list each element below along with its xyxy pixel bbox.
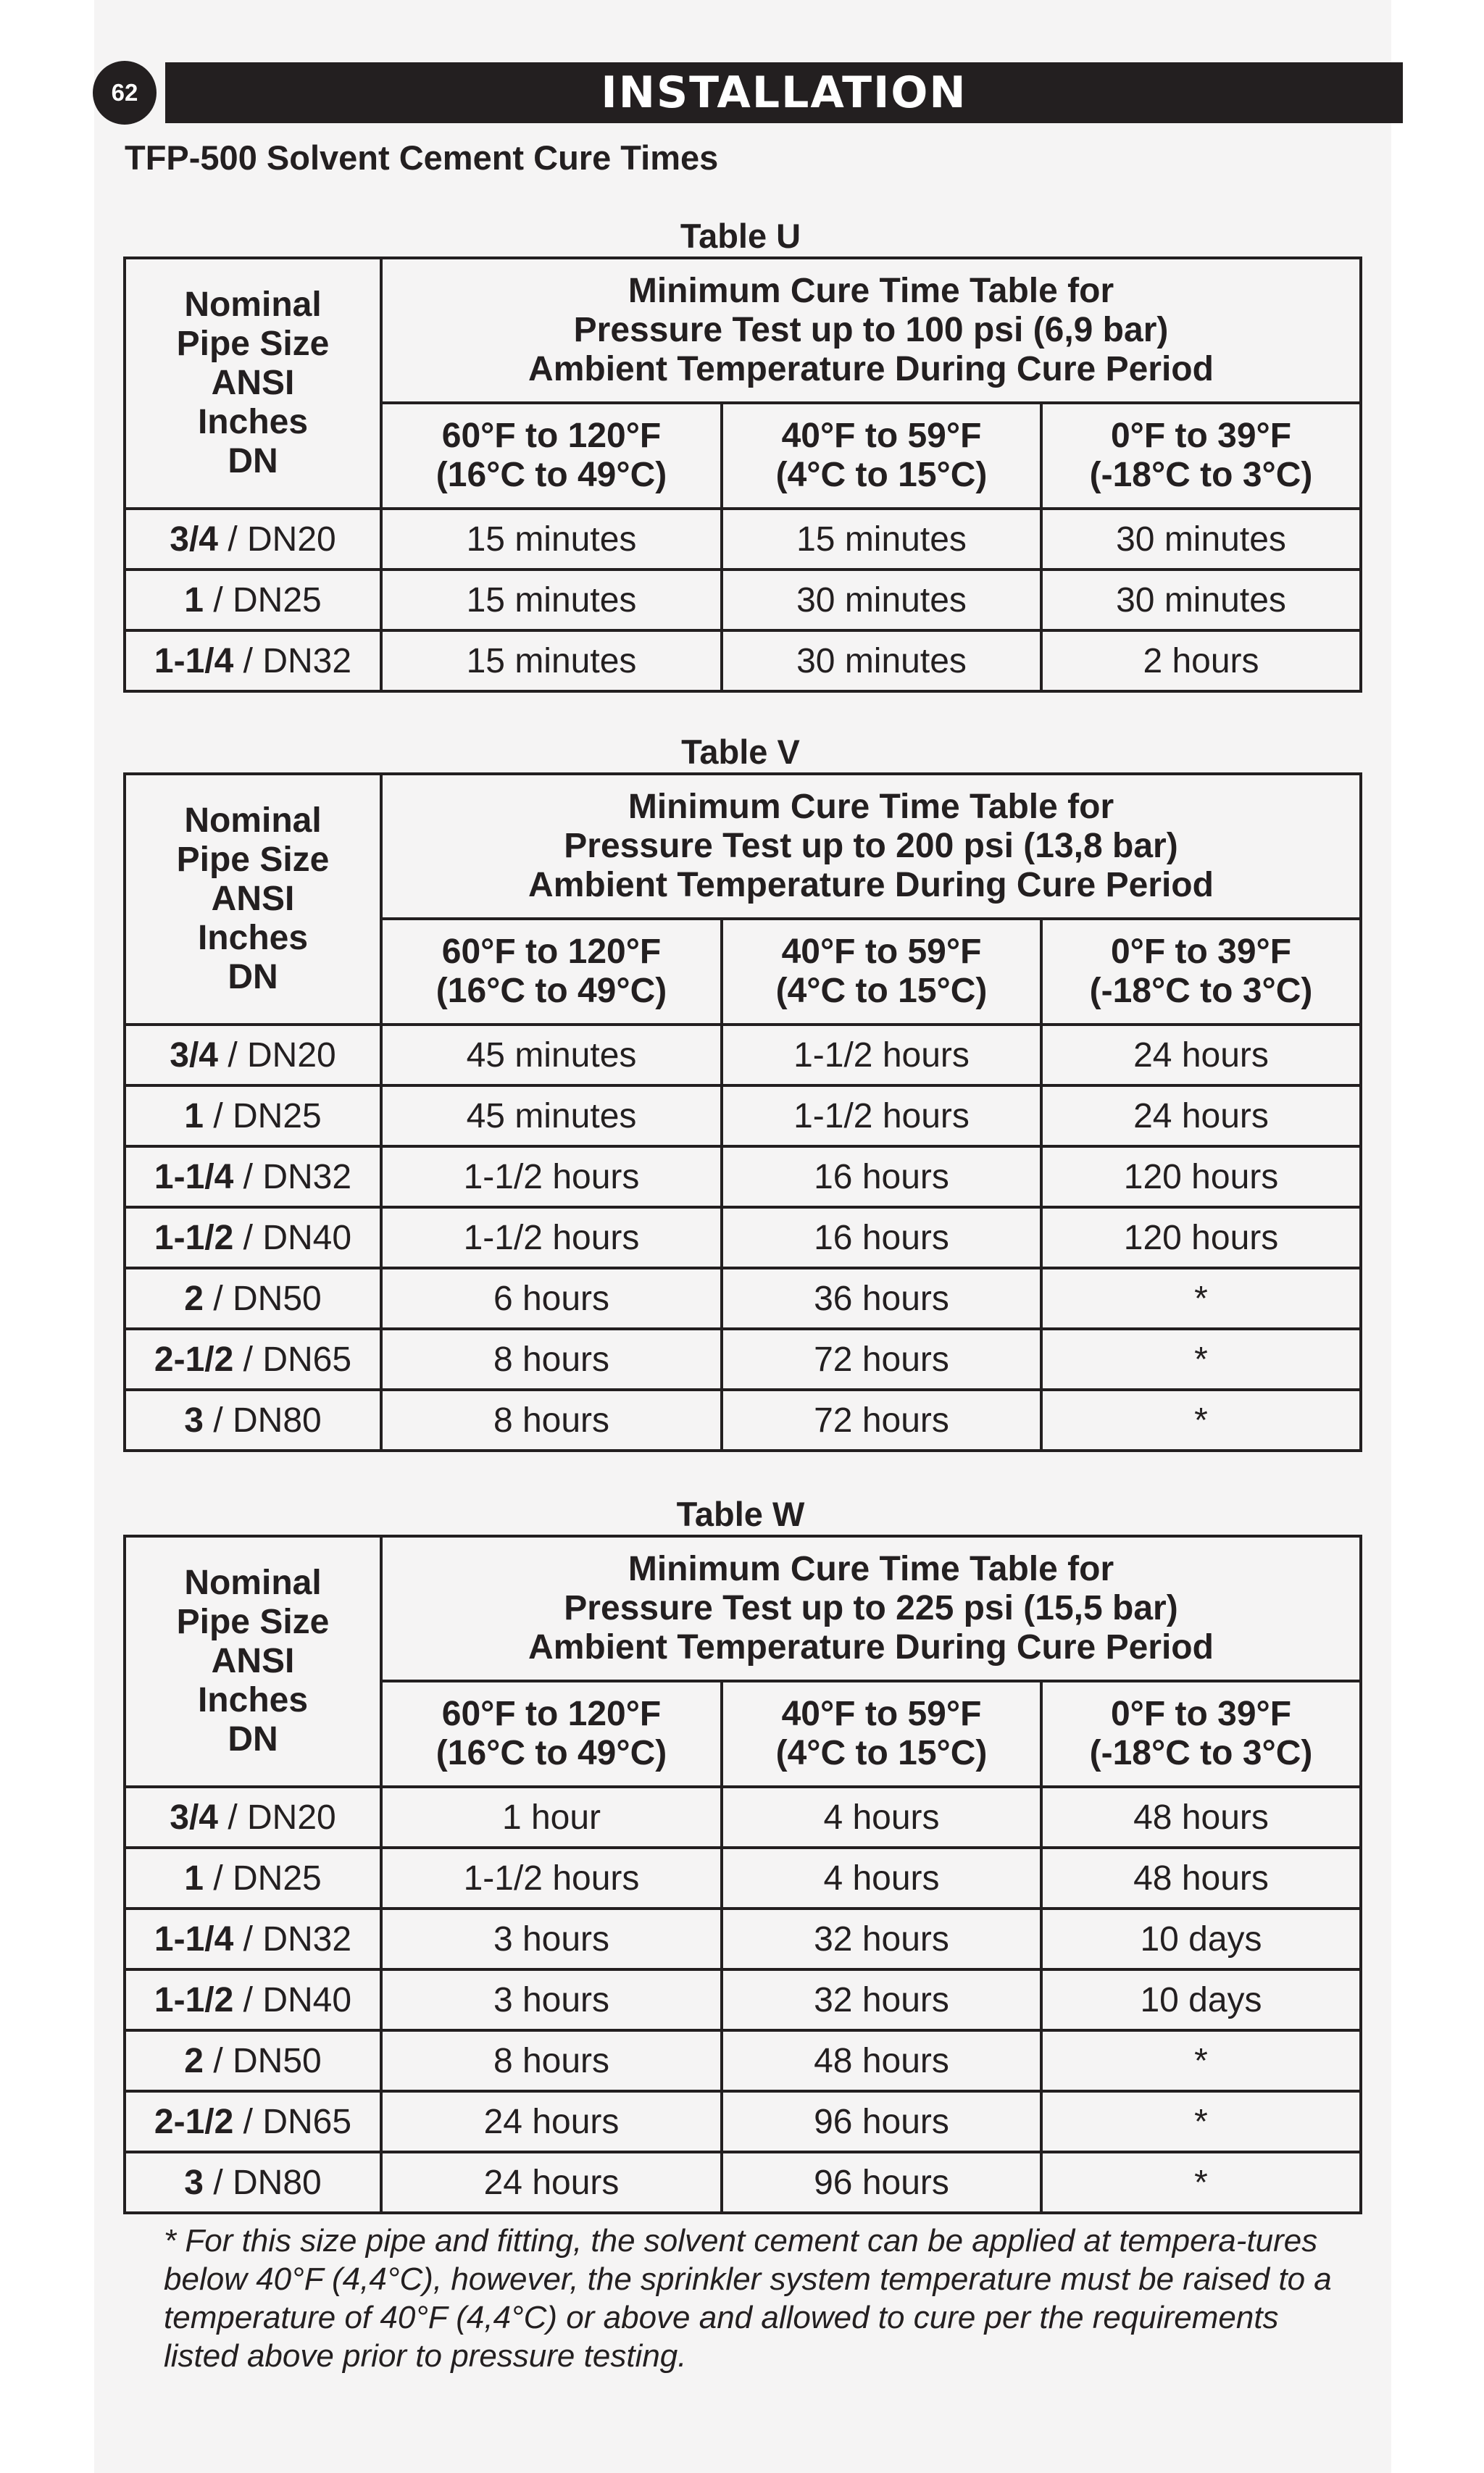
cure-heading-line: Ambient Temperature During Cure Period xyxy=(528,350,1214,388)
pipe-size-cell xyxy=(125,1969,381,2030)
cure-heading-line: Pressure Test up to 200 psi (13,8 bar) xyxy=(564,827,1178,865)
cure-time-cell: 8 hours xyxy=(381,2030,722,2091)
section-header-bar xyxy=(165,62,1403,123)
cure-heading-line: Pressure Test up to 100 psi (6,9 bar) xyxy=(573,311,1169,349)
pipe-size-dn: / DN65 xyxy=(233,1340,352,1379)
pipe-size-dn: / DN80 xyxy=(203,2163,322,2202)
pipe-size-inches: 1-1/2 xyxy=(154,1980,234,2019)
cure-time-cell: 36 hours xyxy=(722,1268,1041,1329)
cure-time-heading xyxy=(381,774,1361,919)
temp-range-header xyxy=(381,1681,722,1787)
temp-range-header xyxy=(1041,919,1361,1025)
pipe-size-cell xyxy=(125,570,381,630)
table-row xyxy=(125,509,1361,570)
pipe-size-cell xyxy=(125,1848,381,1909)
cure-time-cell: 16 hours xyxy=(722,1146,1041,1207)
pipe-size-inches: 2 xyxy=(184,1279,204,1318)
temp-range-header xyxy=(722,919,1041,1025)
table-row xyxy=(125,1848,1361,1909)
cure-time-cell: 1-1/2 hours xyxy=(722,1085,1041,1146)
temp-range-line: 0°F to 39°F xyxy=(1110,417,1292,455)
cure-time-cell: 1-1/2 hours xyxy=(381,1848,722,1909)
table-row xyxy=(125,630,1361,691)
section-header-title: INSTALLATION xyxy=(601,67,967,118)
cure-time-cell: * xyxy=(1041,1390,1361,1451)
pipe-size-dn: / DN40 xyxy=(233,1218,352,1257)
pipe-size-cell xyxy=(125,2030,381,2091)
size-header-line: DN xyxy=(228,442,278,480)
cure-time-cell: 32 hours xyxy=(722,1969,1041,2030)
pipe-size-dn: / DN40 xyxy=(233,1980,352,2019)
cure-heading-line: Minimum Cure Time Table for xyxy=(628,1550,1114,1588)
pipe-size-cell xyxy=(125,509,381,570)
temp-range-line: 60°F to 120°F xyxy=(441,417,662,455)
pipe-size-inches: 2 xyxy=(184,2041,204,2080)
pipe-size-cell xyxy=(125,2091,381,2152)
temp-range-line: (4°C to 15°C) xyxy=(775,1734,988,1772)
pipe-size-cell xyxy=(125,1085,381,1146)
table-row xyxy=(125,1390,1361,1451)
cure-time-heading xyxy=(381,1536,1361,1681)
cure-time-cell: 15 minutes xyxy=(381,570,722,630)
cure-table-u xyxy=(123,257,1362,693)
size-column-header xyxy=(125,258,381,509)
cure-time-cell: 1 hour xyxy=(381,1787,722,1848)
pipe-size-dn: / DN25 xyxy=(203,1096,322,1135)
temp-range-line: (-18°C to 3°C) xyxy=(1089,1734,1313,1772)
size-header-line: Inches xyxy=(197,403,309,441)
pipe-size-inches: 2-1/2 xyxy=(154,1340,234,1379)
cure-heading-line: Minimum Cure Time Table for xyxy=(628,272,1114,310)
cure-time-cell: 24 hours xyxy=(1041,1085,1361,1146)
pipe-size-inches: 3 xyxy=(184,1401,204,1440)
table-row xyxy=(125,1207,1361,1268)
table-row xyxy=(125,1329,1361,1390)
page-title: TFP-500 Solvent Cement Cure Times xyxy=(125,138,719,177)
pipe-size-dn: / DN25 xyxy=(203,1859,322,1898)
cure-time-cell: * xyxy=(1041,2091,1361,2152)
cure-time-cell: 45 minutes xyxy=(381,1025,722,1085)
page-number-badge xyxy=(93,61,157,125)
cure-heading-line: Ambient Temperature During Cure Period xyxy=(528,1628,1214,1667)
cure-time-cell: 120 hours xyxy=(1041,1146,1361,1207)
pipe-size-inches: 3/4 xyxy=(170,520,218,559)
cure-heading-line: Ambient Temperature During Cure Period xyxy=(528,866,1214,904)
pipe-size-cell xyxy=(125,630,381,691)
pipe-size-dn: / DN65 xyxy=(233,2102,352,2141)
temp-range-header xyxy=(1041,403,1361,509)
cure-time-cell: 72 hours xyxy=(722,1329,1041,1390)
size-header-line: Inches xyxy=(197,1681,309,1719)
cure-time-cell: 48 hours xyxy=(1041,1848,1361,1909)
table-caption-v: Table V xyxy=(681,733,800,771)
pipe-size-inches: 1-1/2 xyxy=(154,1218,234,1257)
temp-range-line: 60°F to 120°F xyxy=(441,1695,662,1733)
cure-time-cell: 1-1/2 hours xyxy=(381,1146,722,1207)
table-row xyxy=(125,1969,1361,2030)
cure-time-cell: 2 hours xyxy=(1041,630,1361,691)
table-row xyxy=(125,2030,1361,2091)
cure-heading-line: Minimum Cure Time Table for xyxy=(628,788,1114,826)
table-row xyxy=(125,1146,1361,1207)
cure-time-cell: 10 days xyxy=(1041,1909,1361,1969)
temp-range-header xyxy=(381,919,722,1025)
table-row xyxy=(125,1025,1361,1085)
pipe-size-inches: 1-1/4 xyxy=(154,641,234,680)
cure-time-cell: * xyxy=(1041,2152,1361,2213)
cure-time-cell: 72 hours xyxy=(722,1390,1041,1451)
page-number: 62 xyxy=(111,79,138,106)
temp-range-header xyxy=(381,403,722,509)
table-row xyxy=(125,1787,1361,1848)
temp-range-line: (4°C to 15°C) xyxy=(775,972,988,1010)
pipe-size-dn: / DN80 xyxy=(203,1401,322,1440)
cure-table-w xyxy=(123,1535,1362,2214)
size-header-line: Pipe Size xyxy=(176,325,330,363)
table-row xyxy=(125,1268,1361,1329)
pipe-size-inches: 3/4 xyxy=(170,1798,218,1837)
cure-time-cell: 30 minutes xyxy=(1041,509,1361,570)
cure-time-cell: 4 hours xyxy=(722,1848,1041,1909)
pipe-size-inches: 1-1/4 xyxy=(154,1157,234,1196)
pipe-size-cell xyxy=(125,2152,381,2213)
temp-range-line: (-18°C to 3°C) xyxy=(1089,972,1313,1010)
cure-time-cell: 6 hours xyxy=(381,1268,722,1329)
cure-time-cell: 24 hours xyxy=(1041,1025,1361,1085)
pipe-size-inches: 2-1/2 xyxy=(154,2102,234,2141)
pipe-size-dn: / DN20 xyxy=(218,1798,336,1837)
size-header-line: Inches xyxy=(197,919,309,957)
size-header-line: ANSI xyxy=(211,880,295,918)
table-row xyxy=(125,2152,1361,2213)
table-row xyxy=(125,1909,1361,1969)
size-column-header xyxy=(125,774,381,1025)
cure-time-cell: * xyxy=(1041,1268,1361,1329)
cure-time-cell: 10 days xyxy=(1041,1969,1361,2030)
cure-time-cell: * xyxy=(1041,1329,1361,1390)
temp-range-line: 40°F to 59°F xyxy=(781,417,982,455)
pipe-size-inches: 1 xyxy=(184,1859,204,1898)
pipe-size-dn: / DN20 xyxy=(218,1035,336,1075)
cure-time-cell: 48 hours xyxy=(1041,1787,1361,1848)
pipe-size-cell xyxy=(125,1207,381,1268)
size-header-line: ANSI xyxy=(211,364,295,402)
cure-time-cell: 1-1/2 hours xyxy=(722,1025,1041,1085)
temp-range-header xyxy=(722,403,1041,509)
pipe-size-cell xyxy=(125,1390,381,1451)
temp-range-line: 60°F to 120°F xyxy=(441,933,662,971)
cure-time-cell: 3 hours xyxy=(381,1909,722,1969)
size-column-header xyxy=(125,1536,381,1787)
table-row xyxy=(125,1085,1361,1146)
cure-time-cell: 8 hours xyxy=(381,1390,722,1451)
cure-time-cell: * xyxy=(1041,2030,1361,2091)
temp-range-line: (4°C to 15°C) xyxy=(775,456,988,494)
temp-range-line: (16°C to 49°C) xyxy=(435,1734,667,1772)
size-header-line: Pipe Size xyxy=(176,841,330,879)
pipe-size-cell xyxy=(125,1025,381,1085)
cure-time-cell: 16 hours xyxy=(722,1207,1041,1268)
size-header-line: DN xyxy=(228,958,278,996)
pipe-size-cell xyxy=(125,1787,381,1848)
cure-table-v xyxy=(123,772,1362,1452)
pipe-size-dn: / DN25 xyxy=(203,580,322,620)
pipe-size-inches: 1 xyxy=(184,580,204,620)
cure-time-cell: 15 minutes xyxy=(381,509,722,570)
temp-range-header xyxy=(1041,1681,1361,1787)
cure-time-cell: 30 minutes xyxy=(722,630,1041,691)
pipe-size-inches: 1-1/4 xyxy=(154,1919,234,1959)
pipe-size-dn: / DN32 xyxy=(233,641,352,680)
temp-range-line: (16°C to 49°C) xyxy=(435,972,667,1010)
footnote: * For this size pipe and fitting, the solvent cement can be applied at tempera-tures below 40°F (4,4°C), however, the sprinkler system temperature must be raised to a temperature of 40°F (4,4°C) or above and allowed to cure per the requirements listed above prior to pressure testing. xyxy=(164,2223,1332,2374)
temp-range-header xyxy=(722,1681,1041,1787)
cure-time-cell: 8 hours xyxy=(381,1329,722,1390)
cure-time-cell: 24 hours xyxy=(381,2091,722,2152)
cure-time-cell: 45 minutes xyxy=(381,1085,722,1146)
table-caption-u: Table U xyxy=(680,217,801,255)
cure-time-cell: 24 hours xyxy=(381,2152,722,2213)
cure-time-cell: 48 hours xyxy=(722,2030,1041,2091)
size-header-line: Nominal xyxy=(184,285,322,324)
pipe-size-cell xyxy=(125,1146,381,1207)
pipe-size-dn: / DN50 xyxy=(203,1279,322,1318)
pipe-size-cell xyxy=(125,1329,381,1390)
cure-time-cell: 120 hours xyxy=(1041,1207,1361,1268)
size-header-line: Pipe Size xyxy=(176,1603,330,1641)
pipe-size-inches: 3 xyxy=(184,2163,204,2202)
cure-time-cell: 15 minutes xyxy=(722,509,1041,570)
cure-time-cell: 3 hours xyxy=(381,1969,722,2030)
cure-heading-line: Pressure Test up to 225 psi (15,5 bar) xyxy=(564,1589,1178,1627)
cure-time-heading xyxy=(381,258,1361,403)
size-header-line: ANSI xyxy=(211,1642,295,1680)
cure-time-cell: 32 hours xyxy=(722,1909,1041,1969)
pipe-size-inches: 3/4 xyxy=(170,1035,218,1075)
table-row xyxy=(125,570,1361,630)
pipe-size-dn: / DN50 xyxy=(203,2041,322,2080)
pipe-size-cell xyxy=(125,1268,381,1329)
pipe-size-inches: 1 xyxy=(184,1096,204,1135)
pipe-size-dn: / DN20 xyxy=(218,520,336,559)
temp-range-line: 0°F to 39°F xyxy=(1110,1695,1292,1733)
cure-time-cell: 96 hours xyxy=(722,2091,1041,2152)
cure-time-cell: 96 hours xyxy=(722,2152,1041,2213)
temp-range-line: (-18°C to 3°C) xyxy=(1089,456,1313,494)
size-header-line: Nominal xyxy=(184,801,322,840)
pipe-size-dn: / DN32 xyxy=(233,1919,352,1959)
size-header-line: Nominal xyxy=(184,1564,322,1602)
pipe-size-cell xyxy=(125,1909,381,1969)
size-header-line: DN xyxy=(228,1720,278,1759)
cure-time-cell: 15 minutes xyxy=(381,630,722,691)
cure-time-cell: 30 minutes xyxy=(1041,570,1361,630)
table-caption-w: Table W xyxy=(676,1495,805,1533)
temp-range-line: 0°F to 39°F xyxy=(1110,933,1292,971)
cure-time-cell: 4 hours xyxy=(722,1787,1041,1848)
temp-range-line: 40°F to 59°F xyxy=(781,1695,982,1733)
cure-time-cell: 30 minutes xyxy=(722,570,1041,630)
temp-range-line: 40°F to 59°F xyxy=(781,933,982,971)
temp-range-line: (16°C to 49°C) xyxy=(435,456,667,494)
pipe-size-dn: / DN32 xyxy=(233,1157,352,1196)
table-row xyxy=(125,2091,1361,2152)
cure-time-cell: 1-1/2 hours xyxy=(381,1207,722,1268)
